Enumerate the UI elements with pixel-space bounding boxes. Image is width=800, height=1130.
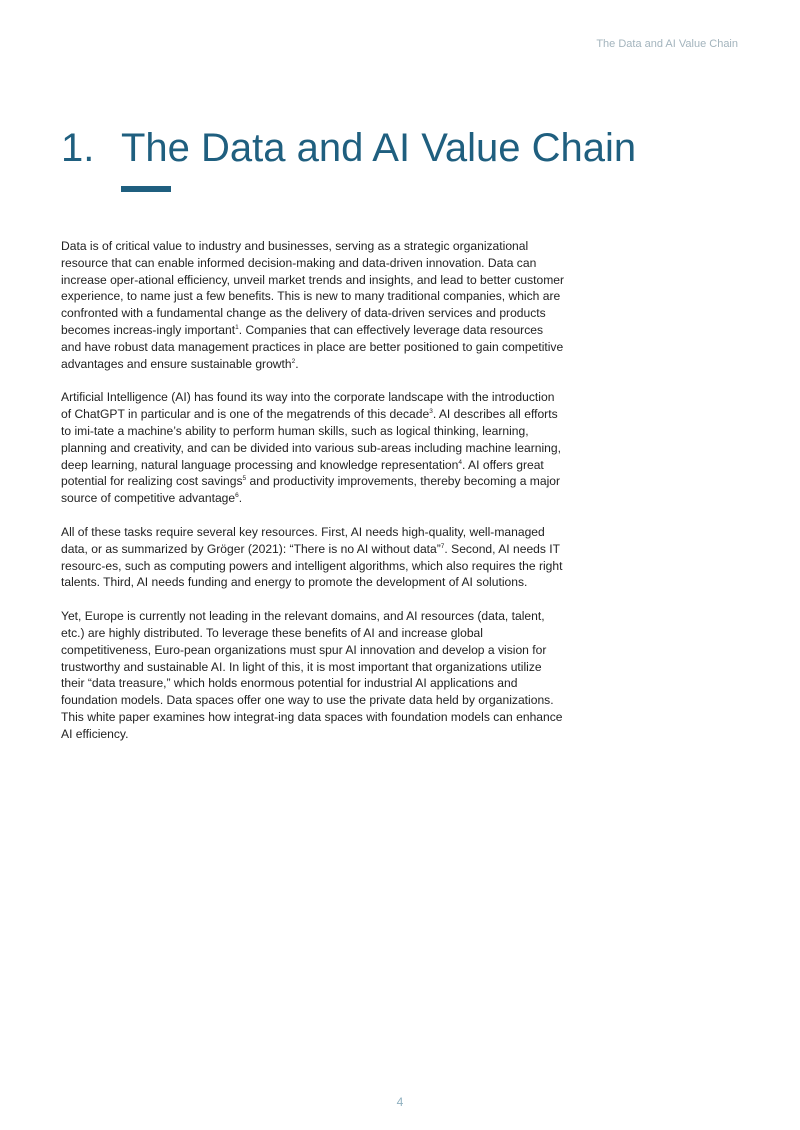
paragraph-4	[61, 608, 566, 742]
text-run: . Companies that can effectively leverage data resources and have robust data management practices in place are better positioned to gain competitive advantages and ensure sustainable growth	[61, 322, 564, 371]
text-run: All of these tasks require several key resources. First, AI needs high-quality, well-managed data, or as summarized by Gröger (2021): “There is no AI without data”	[61, 524, 545, 556]
chapter-title: The Data and AI Value Chain	[121, 126, 637, 170]
paragraph-2	[61, 389, 566, 507]
text-run: . AI offers great potential for realizing cost savings	[61, 457, 544, 489]
text-run: .	[295, 356, 299, 371]
body-text	[61, 238, 566, 760]
footnote-ref-7[interactable]: 7	[440, 542, 445, 550]
page-number: 4	[396, 1095, 404, 1109]
footnote-ref-5[interactable]: 5	[242, 475, 247, 483]
running-header: The Data and AI Value Chain	[596, 38, 738, 50]
footnote-ref-3[interactable]: 3	[429, 408, 433, 416]
text-run: Data is of critical value to industry and businesses, serving as a strategic organizational resource that can enable informed decision-making and data-driven innovation. Data can increase oper-ational efficiency, unveil market trends and insights, and lead to better customer experience, to name just a few benefits. This is new to many traditional companies, which are confronted with a fundamental change as the delivery of data-driven services and products becomes increas-ingly important	[61, 239, 565, 337]
text-run: Yet, Europe is currently not leading in the relevant domains, and AI resources (data, talent, etc.) are highly distributed. To leverage these benefits of AI and increase global competitiveness, Euro-pean organizations must spur AI innovation and develop a vision for trustworthy and sustainable AI. In light of this, it is most important that organizations utilize their “data treasure,” which holds enormous potential for industrial AI applications and foundation models. Data spaces offer one way to use the private data held by organizations. This white paper examines how integrat-ing data spaces with foundation models can enhance AI efficiency.	[61, 609, 563, 741]
chapter-number: 1.	[61, 126, 95, 170]
title-underline-rule	[121, 186, 171, 192]
paragraph-1	[61, 238, 566, 372]
paragraph-3	[61, 524, 566, 591]
footnote-ref-2[interactable]: 2	[291, 357, 296, 365]
text-run: Artificial Intelligence (AI) has found its way into the corporate landscape with the introduction of ChatGPT in particular and is one of the megatrends of this decade	[61, 390, 555, 422]
text-run: .	[238, 491, 243, 506]
footnote-ref-6[interactable]: 6	[235, 492, 239, 500]
footnote-ref-1[interactable]: 1	[235, 323, 239, 331]
footnote-ref-4[interactable]: 4	[458, 458, 462, 466]
text-run: . Second, AI needs IT resourc-es, such as computing powers and intelligent algorithms, which also requires the right talents. Third, AI needs funding and energy to promote the development of AI solutions.	[61, 541, 563, 590]
text-run: and productivity improvements, thereby becoming a major source of competitive advantage	[61, 474, 561, 506]
text-run: . AI describes all efforts to imi-tate a machine’s ability to perform human skills, such as logical thinking, learning, planning and creativity, and can be divided into various sub-areas including machine learning, deep learning, natural language processing and knowledge representation	[61, 407, 561, 472]
chapter-heading	[61, 124, 636, 172]
